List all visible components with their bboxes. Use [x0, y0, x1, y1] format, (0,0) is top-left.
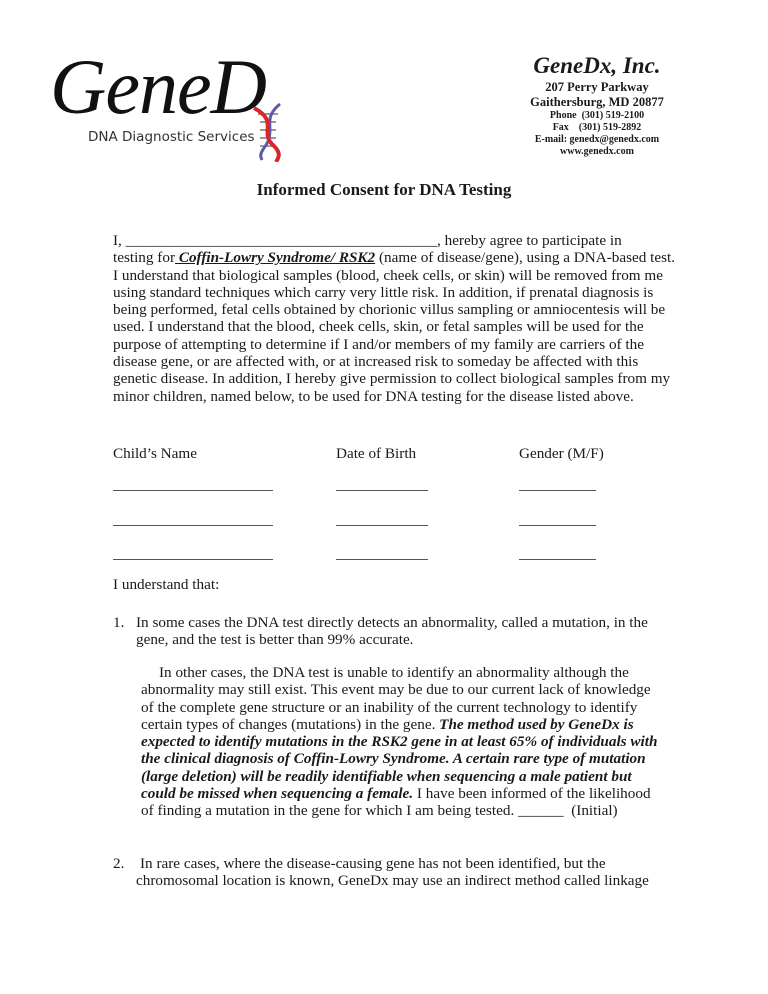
participant-name-blank[interactable]: _________________________________________ [125, 232, 437, 249]
child-name-field-3[interactable] [113, 559, 273, 560]
fax: Fax (301) 519-2892 [552, 122, 642, 133]
company-info [452, 52, 742, 158]
address-line1: 207 Perry Parkway [545, 80, 649, 94]
item-1-subparagraph [141, 664, 666, 820]
email: E-mail: genedx@genedx.com [534, 134, 660, 145]
header-date-of-birth: Date of Birth [336, 445, 417, 462]
gender-field-1[interactable] [519, 490, 596, 491]
logo-wordmark: GeneD [50, 43, 266, 130]
item-1-text: In some cases the DNA test directly detects an abnormality, called a mutation, in the gene, and the test is better than 99% accurate. [136, 614, 648, 649]
header-child-name: Child’s Name [113, 445, 197, 462]
item-1-sub-plain: In other cases, the DNA test is unable to identify an abnormality although the abnormality may still exist. This event may be due to our current lack of knowledge of the complete gene structure or an inability of the current technology to identify certain types of changes (mutations) in the gene. [141, 664, 651, 733]
item-1-number: 1. [113, 614, 125, 631]
page-title: Informed Consent for DNA Testing [256, 180, 512, 199]
item-1-sub-after: I have been informed of the likelihood of finding a mutation in the gene for which I am being tested. [141, 785, 651, 820]
child-name-field-1[interactable] [113, 490, 273, 491]
dob-field-1[interactable] [336, 490, 428, 491]
initial-blank[interactable]: ______ [518, 802, 564, 820]
header-gender: Gender (M/F) [519, 445, 604, 462]
gender-field-3[interactable] [519, 559, 596, 560]
website: www.genedx.com [560, 146, 634, 157]
intro-prefix: I, [113, 232, 122, 249]
child-name-field-2[interactable] [113, 525, 273, 526]
phone: Phone (301) 519-2100 [549, 110, 645, 121]
gender-field-2[interactable] [519, 525, 596, 526]
dna-helix-icon [250, 100, 290, 162]
intro-body: test. I understand that biological samples (blood, cheek cells, or skin) will be removed from me using standard techniques which carry very little risk. In addition, if prenatal diagnosis is being performed, fetal cells obtained by chorionic villus sampling or amniocentesis will be used. I understand that the blood, cheek cells, skin, or fetal samples will be used for the purpose of attempting to determine if I and/or members of my family are carriers of the disease gene, or are affected with, or at increased risk to someday be affected with this genetic disease. In addition, I hereby give permission to collect biological samples from my minor children, named below, to be used for DNA testing for the disease listed above. [113, 249, 676, 405]
disease-gene: Coffin-Lowry Syndrome/ RSK2 [175, 249, 376, 267]
initial-label: (Initial) [563, 802, 618, 820]
dob-field-2[interactable] [336, 525, 428, 526]
understand-heading: I understand that: [113, 576, 220, 593]
intro-line1-suffix: , hereby agree to participate in [437, 232, 622, 249]
intro-line2-suffix: (name of disease/gene), using a DNA-based [375, 249, 647, 267]
item-2-number: 2. [113, 855, 125, 872]
logo-subtitle: DNA Diagnostic Services [88, 129, 255, 145]
item-1-sub-bold: The method used by GeneDx is expected to identify mutations in the RSK2 gene in at least 65% of individuals with the clinical diagnosis of Coffin-Lowry Syndrome. A certain rare type of mutation (large deletion) will be readily identifiable when sequencing a male patient but could be missed when sequencing a female. [141, 715, 658, 803]
intro-line2-prefix: testing for [113, 249, 176, 267]
address-line2: Gaithersburg, MD 20877 [530, 95, 664, 109]
company-name: GeneDx, Inc. [533, 53, 661, 78]
dob-field-3[interactable] [336, 559, 428, 560]
item-2-text: In rare cases, where the disease-causing gene has not been identified, but the chromosomal location is known, GeneDx may use an indirect method called linkage [136, 855, 649, 890]
intro-paragraph [113, 232, 683, 405]
